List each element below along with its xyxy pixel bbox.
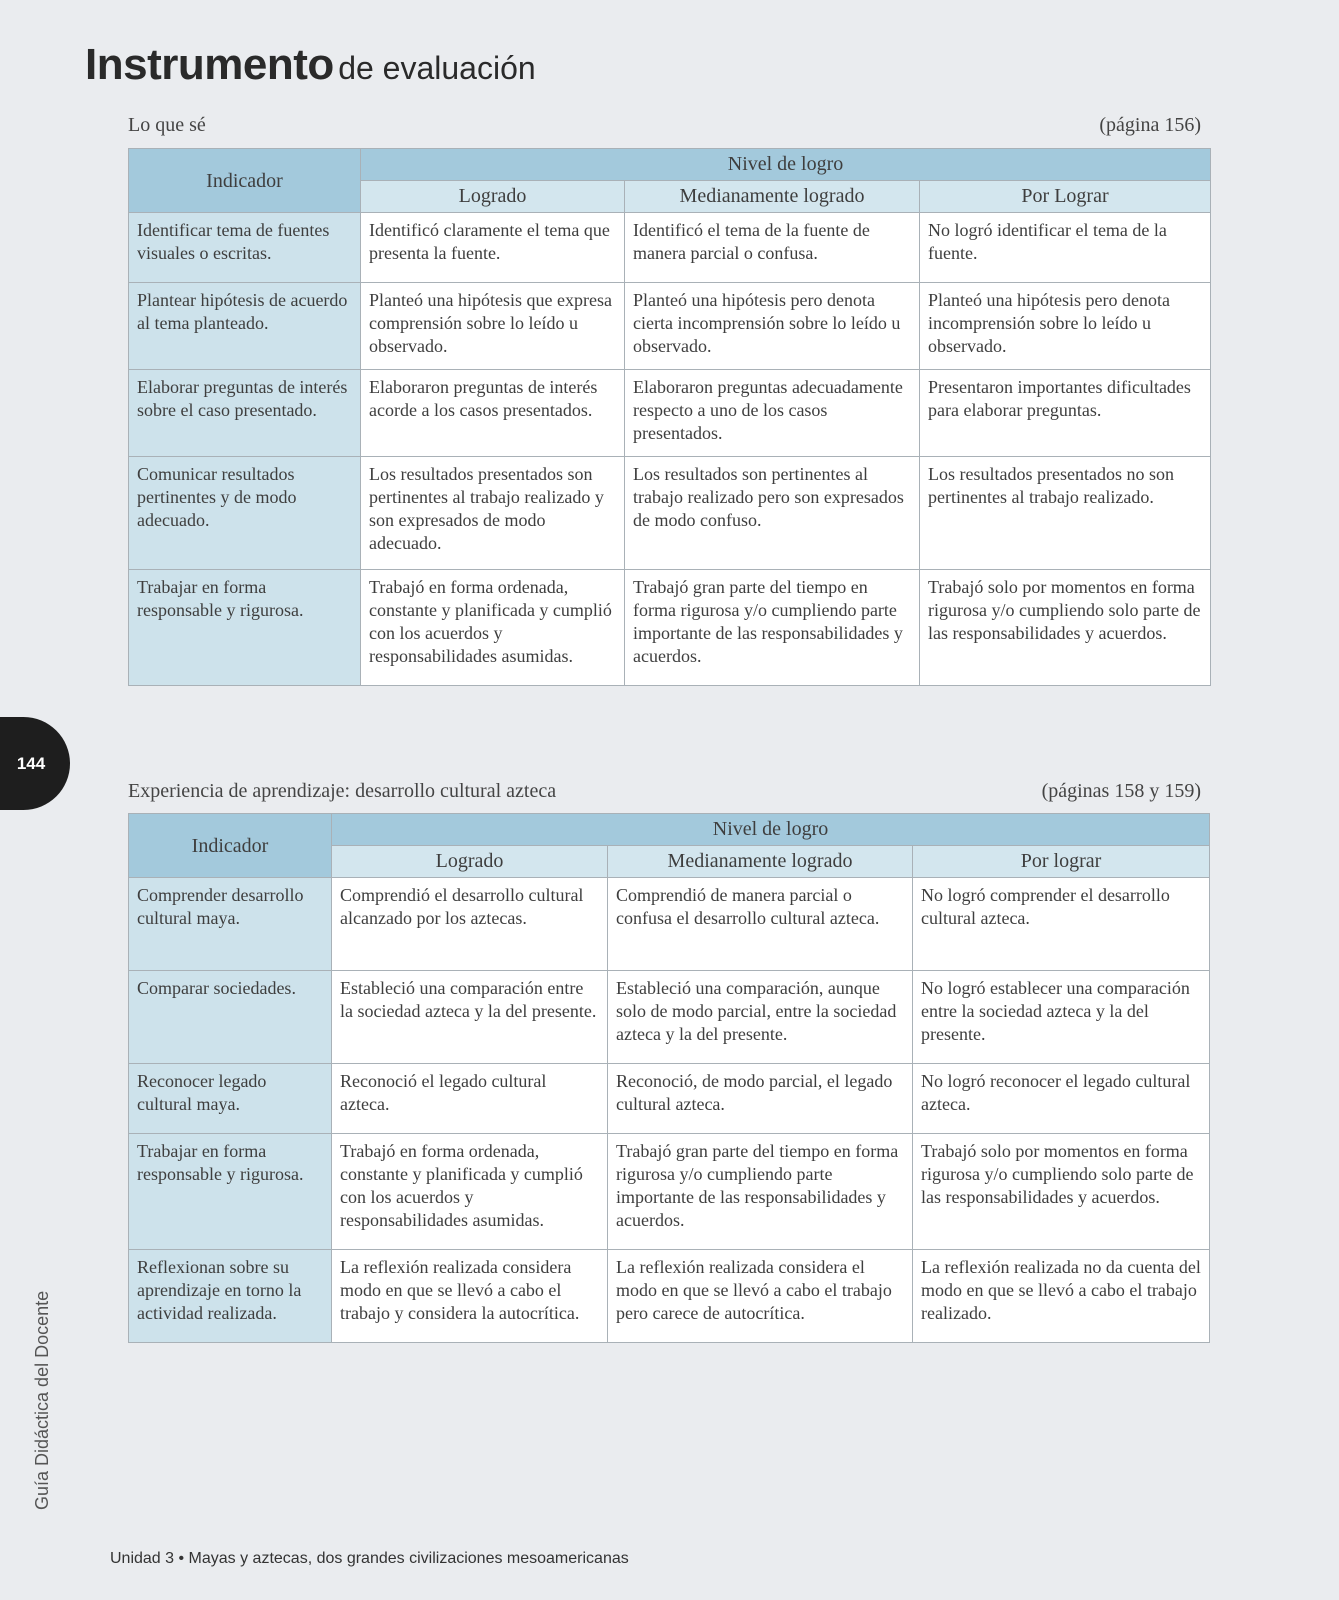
cell-indicator: Comunicar resultados pertinentes y de modo adecuado.: [129, 457, 361, 570]
cell-por-lograr: Trabajó solo por momentos en forma rigurosa y/o cumpliendo solo parte de las responsabilidades y acuerdos.: [920, 570, 1211, 686]
cell-medianamente: Planteó una hipótesis pero denota cierta incomprensión sobre lo leído u observado.: [625, 283, 920, 370]
page-number: 144: [16, 753, 46, 773]
header-nivel-de-logro: Nivel de logro: [332, 814, 1210, 846]
table-row: [129, 1134, 1210, 1250]
cell-logrado: La reflexión realizada considera modo en que se llevó a cabo el trabajo y considera la autocrítica.: [332, 1250, 608, 1343]
table-row: [129, 457, 1211, 570]
side-label: Guía Didáctica del Docente: [32, 1290, 52, 1510]
cell-por-lograr: La reflexión realizada no da cuenta del modo en que se llevó a cabo el trabajo realizado.: [913, 1250, 1210, 1343]
page-title-rest: de evaluación: [338, 50, 536, 86]
header-indicador: Indicador: [129, 149, 361, 213]
cell-medianamente: Trabajó gran parte del tiempo en forma rigurosa y/o cumpliendo parte importante de las responsabilidades y acuerdos.: [608, 1134, 913, 1250]
cell-logrado: Identificó claramente el tema que presenta la fuente.: [361, 213, 625, 283]
header-logrado: Logrado: [332, 846, 608, 878]
cell-por-lograr: Trabajó solo por momentos en forma rigurosa y/o cumpliendo solo parte de las responsabilidades y acuerdos.: [913, 1134, 1210, 1250]
rubric-table-2: [128, 813, 1210, 1343]
cell-por-lograr: Los resultados presentados no son pertinentes al trabajo realizado.: [920, 457, 1211, 570]
cell-indicator: Identificar tema de fuentes visuales o escritas.: [129, 213, 361, 283]
table-row: [129, 971, 1210, 1064]
cell-indicator: Comparar sociedades.: [129, 971, 332, 1064]
footer-unit-title: Unidad 3 • Mayas y aztecas, dos grandes civilizaciones mesoamericanas: [110, 1550, 629, 1567]
cell-logrado: Trabajó en forma ordenada, constante y planificada y cumplió con los acuerdos y responsabilidades asumidas.: [332, 1134, 608, 1250]
cell-indicator: Trabajar en forma responsable y rigurosa.: [129, 570, 361, 686]
header-por-lograr: Por lograr: [913, 846, 1210, 878]
section1-pages: (página 156): [1099, 114, 1201, 136]
cell-medianamente: Elaboraron preguntas adecuadamente respecto a uno de los casos presentados.: [625, 370, 920, 457]
cell-medianamente: Comprendió de manera parcial o confusa el desarrollo cultural azteca.: [608, 878, 913, 971]
table-row: [129, 1064, 1210, 1134]
cell-medianamente: La reflexión realizada considera el modo en que se llevó a cabo el trabajo pero carece de autocrítica.: [608, 1250, 913, 1343]
cell-medianamente: Trabajó gran parte del tiempo en forma rigurosa y/o cumpliendo parte importante de las responsabilidades y acuerdos.: [625, 570, 920, 686]
cell-medianamente: Reconoció, de modo parcial, el legado cultural azteca.: [608, 1064, 913, 1134]
cell-por-lograr: Presentaron importantes dificultades para elaborar preguntas.: [920, 370, 1211, 457]
cell-indicator: Plantear hipótesis de acuerdo al tema planteado.: [129, 283, 361, 370]
cell-logrado: Elaboraron preguntas de interés acorde a los casos presentados.: [361, 370, 625, 457]
section2-label: Experiencia de aprendizaje: desarrollo cultural azteca: [128, 780, 557, 802]
header-medianamente-logrado: Medianamente logrado: [625, 181, 920, 213]
cell-indicator: Trabajar en forma responsable y rigurosa.: [129, 1134, 332, 1250]
cell-logrado: Estableció una comparación entre la sociedad azteca y la del presente.: [332, 971, 608, 1064]
section1-label: Lo que sé: [128, 114, 206, 136]
cell-logrado: Comprendió el desarrollo cultural alcanzado por los aztecas.: [332, 878, 608, 971]
section2-pages: (páginas 158 y 159): [1041, 780, 1201, 802]
cell-por-lograr: No logró comprender el desarrollo cultural azteca.: [913, 878, 1210, 971]
cell-por-lograr: Planteó una hipótesis pero denota incomprensión sobre lo leído u observado.: [920, 283, 1211, 370]
page-title-bold: Instrumento: [85, 40, 334, 89]
cell-medianamente: Identificó el tema de la fuente de manera parcial o confusa.: [625, 213, 920, 283]
header-nivel-de-logro: Nivel de logro: [361, 149, 1211, 181]
cell-indicator: Comprender desarrollo cultural maya.: [129, 878, 332, 971]
header-medianamente-logrado: Medianamente logrado: [608, 846, 913, 878]
cell-logrado: Planteó una hipótesis que expresa comprensión sobre lo leído u observado.: [361, 283, 625, 370]
table-row: [129, 1250, 1210, 1343]
cell-logrado: Los resultados presentados son pertinentes al trabajo realizado y son expresados de modo adecuado.: [361, 457, 625, 570]
cell-indicator: Reconocer legado cultural maya.: [129, 1064, 332, 1134]
header-logrado: Logrado: [361, 181, 625, 213]
table-row: [129, 213, 1211, 283]
cell-medianamente: Estableció una comparación, aunque solo de modo parcial, entre la sociedad azteca y la del presente.: [608, 971, 913, 1064]
cell-medianamente: Los resultados son pertinentes al trabajo realizado pero son expresados de modo confuso.: [625, 457, 920, 570]
table-row: [129, 370, 1211, 457]
page-title: [85, 40, 536, 90]
table-row: [129, 570, 1211, 686]
section2-heading: [128, 780, 1201, 803]
table-row: [129, 878, 1210, 971]
cell-logrado: Trabajó en forma ordenada, constante y planificada y cumplió con los acuerdos y responsabilidades asumidas.: [361, 570, 625, 686]
cell-indicator: Reflexionan sobre su aprendizaje en torno la actividad realizada.: [129, 1250, 332, 1343]
cell-por-lograr: No logró identificar el tema de la fuente.: [920, 213, 1211, 283]
page-number-tab: [0, 717, 70, 810]
cell-indicator: Elaborar preguntas de interés sobre el caso presentado.: [129, 370, 361, 457]
rubric-table-1: [128, 148, 1211, 686]
header-indicador: Indicador: [129, 814, 332, 878]
section1-heading: [128, 114, 1201, 137]
cell-por-lograr: No logró establecer una comparación entre la sociedad azteca y la del presente.: [913, 971, 1210, 1064]
table-row: [129, 283, 1211, 370]
cell-por-lograr: No logró reconocer el legado cultural azteca.: [913, 1064, 1210, 1134]
header-por-lograr: Por Lograr: [920, 181, 1211, 213]
cell-logrado: Reconoció el legado cultural azteca.: [332, 1064, 608, 1134]
